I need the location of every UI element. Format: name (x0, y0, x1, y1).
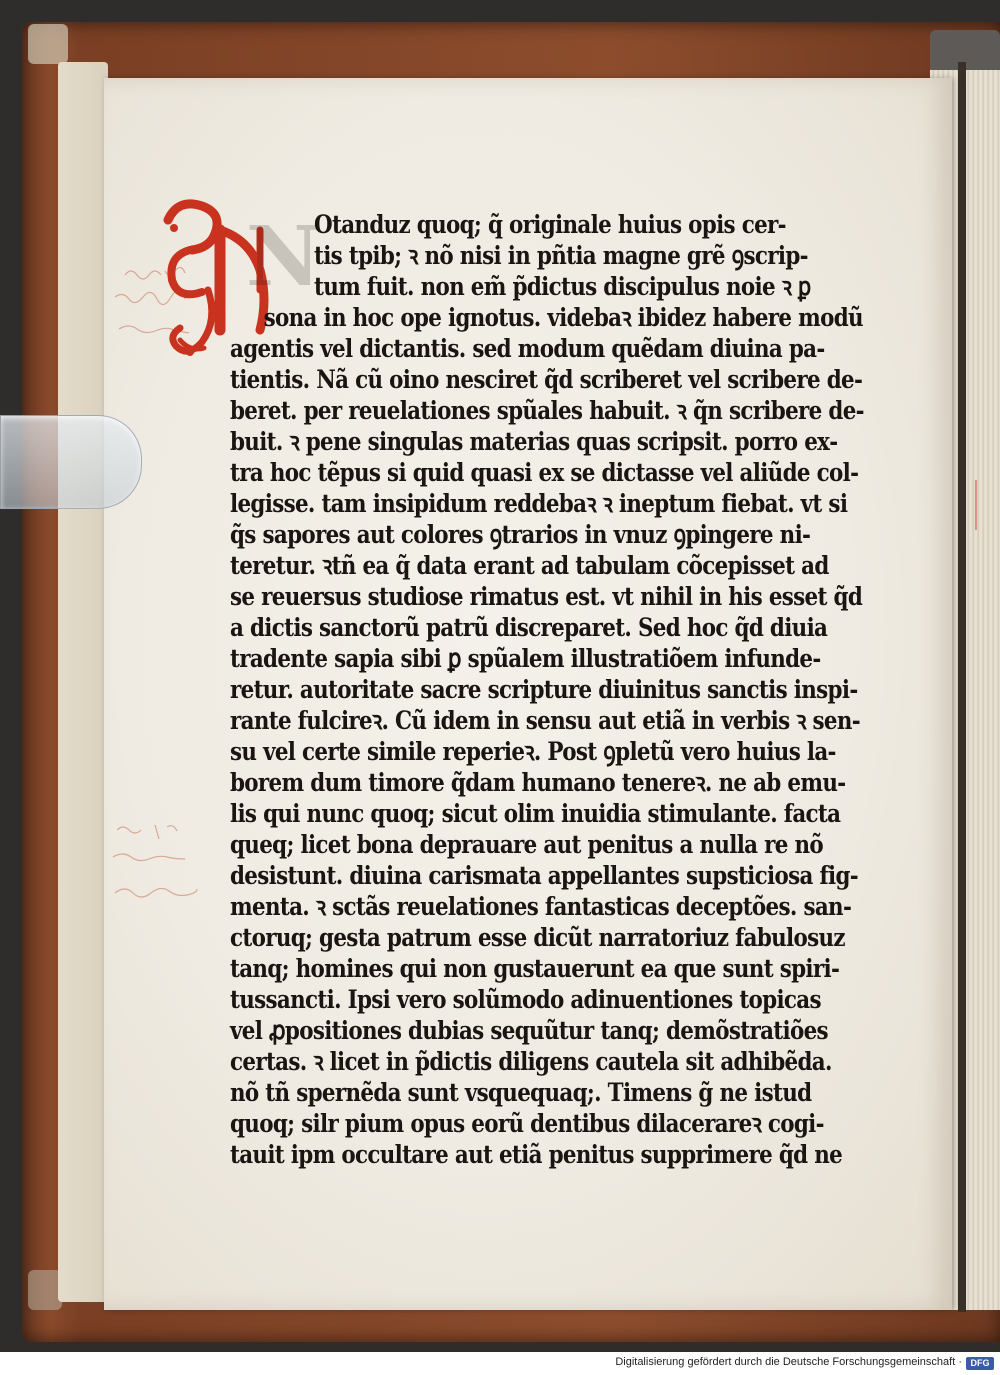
binding-corner-top (28, 24, 68, 64)
pastedown-edge (58, 62, 108, 1302)
text-line: su vel certe simile reperieꝛ. Post ꝯpletũ vero huius la‑ (230, 737, 836, 767)
text-line: retur. autoritate sacre scripture diuinitus sanctis inspi‑ (230, 675, 858, 705)
text-line: queq; licet bona deprauare aut penitus a nulla re nõ (230, 830, 824, 860)
text-line: tanq; homines qui non gustauerunt ea que sunt spiri‑ (230, 954, 840, 984)
text-line: tussancti. Ipsi vero solũmodo adinuentiones topicas (230, 985, 821, 1015)
text-line: Otanduz quoq; q̃ originale huius opis cer‑ (314, 210, 786, 240)
text-line: buit. ꝛ pene singulas materias quas scripsit. porro ex‑ (230, 427, 838, 457)
text-line: nõ tñ spernẽda sunt vsquequaq;. Timens g̃ ne istud (230, 1078, 812, 1108)
text-line: tauit ipm occultare aut etiã penitus supprimere q̃d ne (230, 1140, 843, 1170)
text-line: agentis vel dictantis. sed modum quẽdam diuina pa‑ (230, 334, 825, 364)
text-line: legisse. tam insipidum reddebaꝛ ꝛ ineptum fiebat. vt si (230, 489, 848, 519)
text-line: se reuersus studiose rimatus est. vt nihil in his esset q̃d (230, 582, 863, 612)
text-line: tra hoc tẽpus si quid quasi ex se dictasse vel aliũde col‑ (230, 458, 859, 488)
binding-corner-bottom (28, 1270, 62, 1310)
funding-credit: Digitalisierung gefördert durch die Deutsche Forschungsgemeinschaft · (615, 1356, 962, 1368)
text-line: a dictis sanctorũ patrũ discreparet. Sed hoc q̃d diuia (230, 613, 828, 643)
text-line: tis tpib; ꝛ nõ nisi in pñtia magne grẽ ꝯscrip‑ (314, 241, 808, 271)
text-line: q̃s sapores aut colores ꝯtrarios in vnuz ꝯpingere ni‑ (230, 520, 811, 550)
dfg-logo: DFG (966, 1357, 994, 1370)
text-line: menta. ꝛ sctãs reuelationes fantasticas deceptões. san‑ (230, 892, 852, 922)
plastic-page-clip (0, 415, 142, 509)
text-line: sona in hoc ope ignotus. videbaꝛ ibidez habere modũ (263, 303, 863, 333)
text-line: borem dum timore q̃dam humano tenereꝛ. ne ab emu‑ (230, 768, 846, 798)
text-line: lis qui nunc quoq; sicut olim inuidia stimulante. facta (230, 799, 841, 829)
gutter-shadow (958, 62, 966, 1312)
text-line: ctoruq; gesta patrum esse dicũt narratoriuz fabulosuz (230, 923, 845, 953)
text-line: tradente sapia sibi ꝑ spũalem illustratiõem infunde‑ (230, 644, 821, 674)
text-line: vel ꝓpositiones dubias sequũtur tanq; demõstratiões (230, 1016, 828, 1046)
text-line: rante fulcireꝛ. Cũ idem in sensu aut etiã in verbis ꝛ sen‑ (230, 706, 861, 736)
right-margin-mark (975, 480, 977, 530)
text-line: teretur. ꝛtñ ea q̃ data erant ad tabulam cõcepisset ad (230, 551, 829, 581)
text-line: quoq; silr pium opus eorũ dentibus dilacerareꝛ cogi‑ (230, 1109, 824, 1139)
footer-bar (0, 1352, 1000, 1375)
text-line: desistunt. diuina carismata appellantes supsticiosa fig‑ (230, 861, 859, 891)
text-line: beret. per reuelationes spũales habuit. ꝛ q̃n scribere de‑ (230, 396, 864, 426)
text-line: certas. ꝛ licet in p̃dictis diligens cautela sit adhibẽda. (230, 1047, 832, 1077)
text-line: tum fuit. non em̃ p̃dictus discipulus noie ꝛ ꝑ (314, 272, 811, 302)
text-block (230, 210, 864, 1171)
text-line: tientis. Nã cũ oino nesciret q̃d scriberet vel scribere de‑ (230, 365, 863, 395)
initial-guide-letter: N (246, 209, 321, 305)
